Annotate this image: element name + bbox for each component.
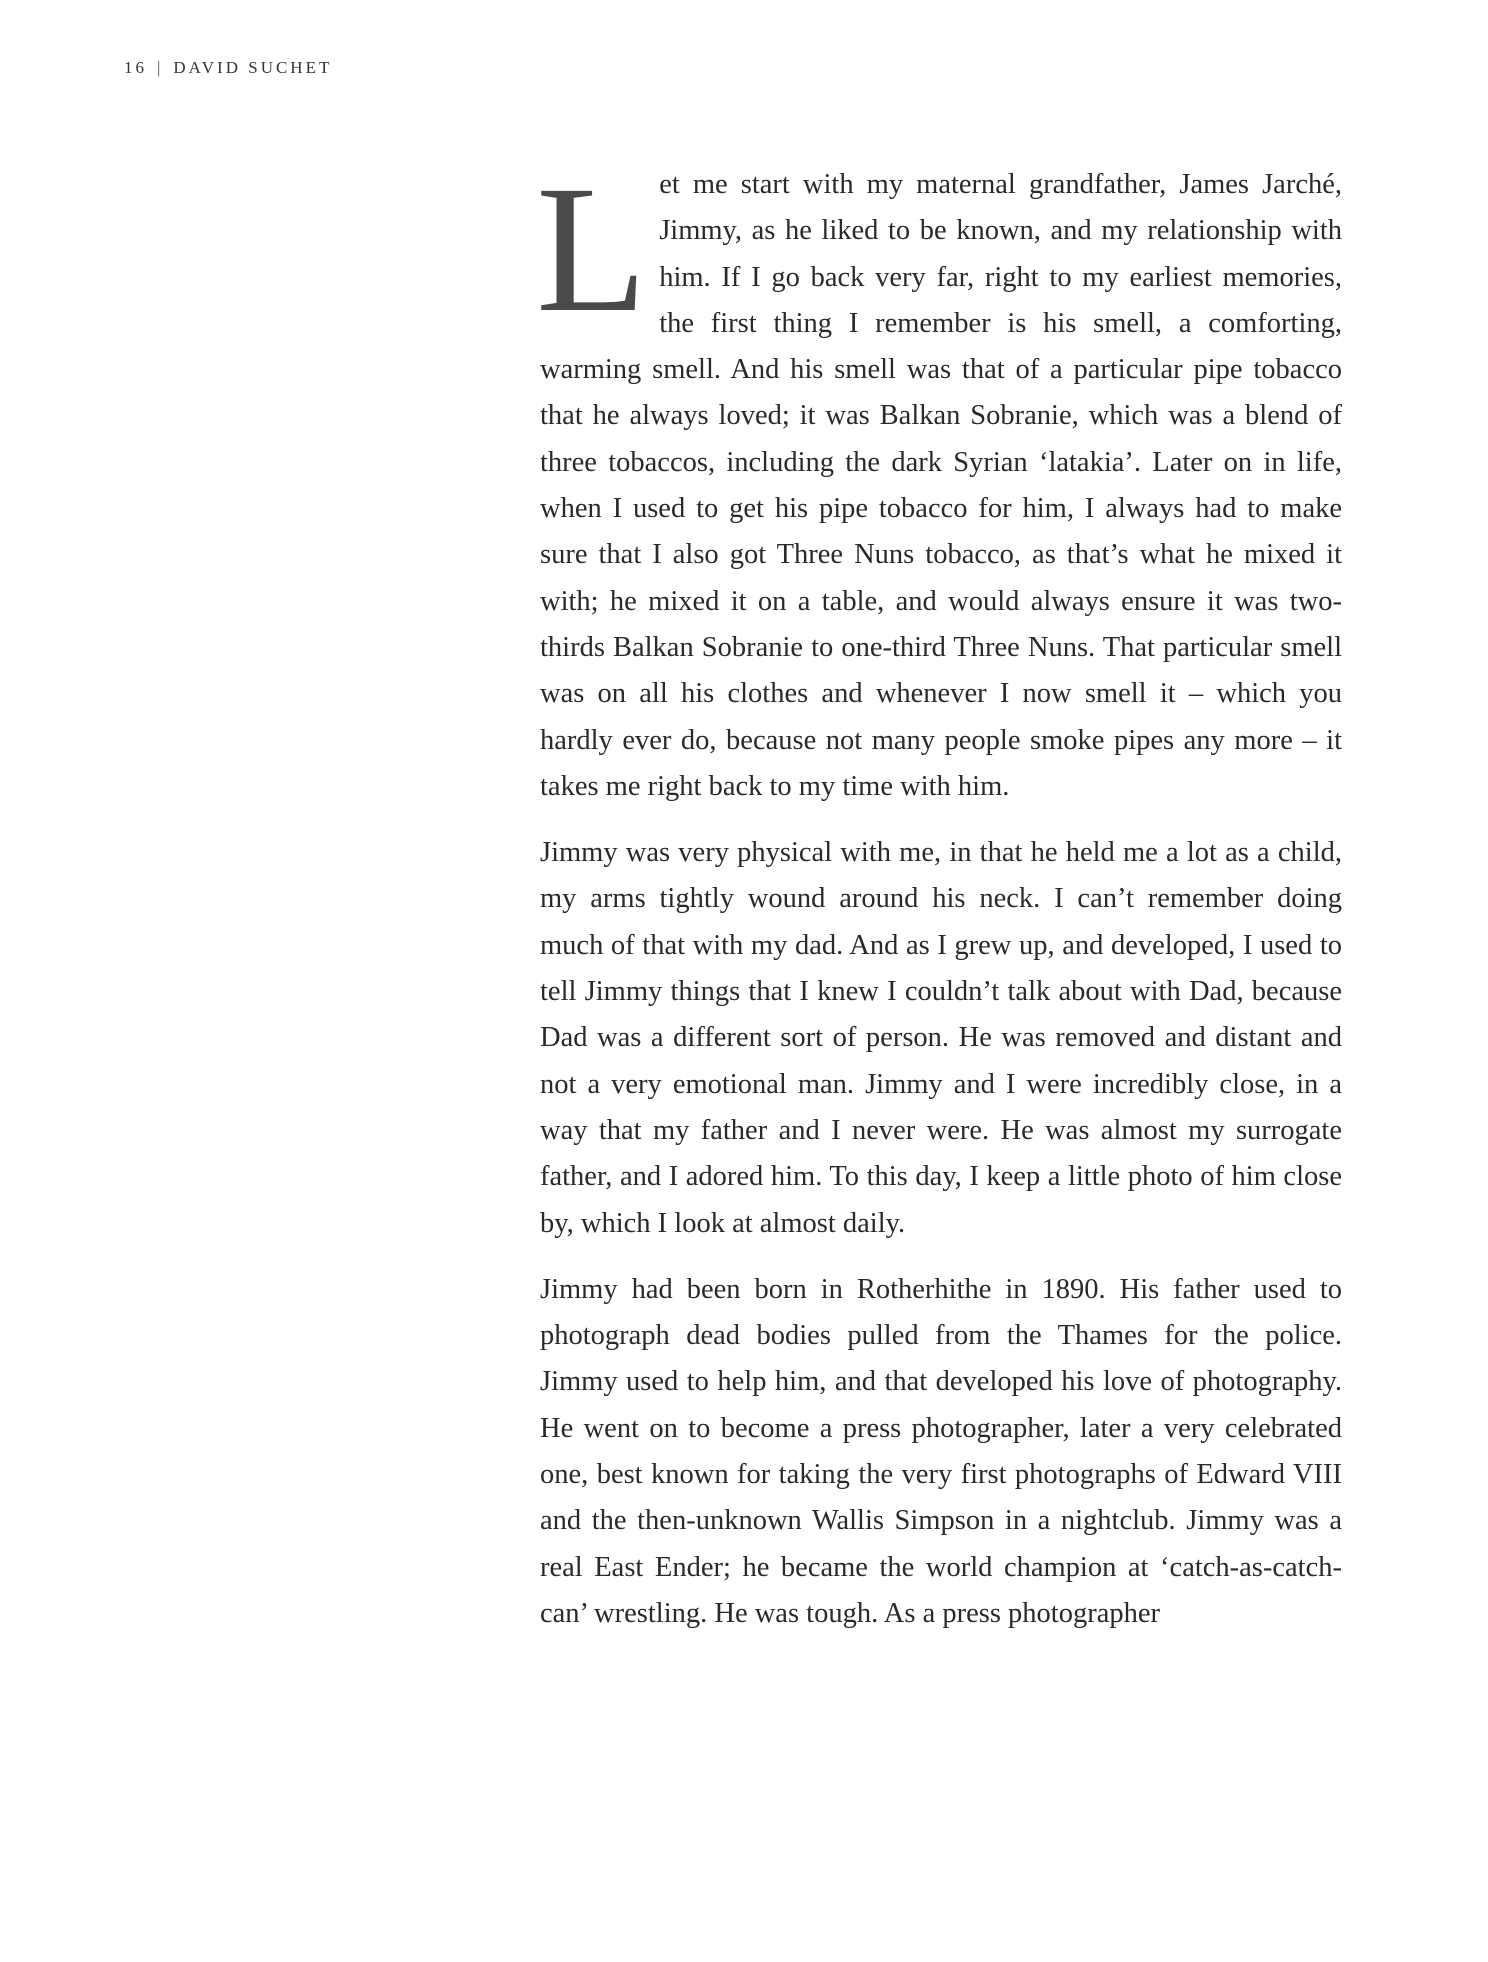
paragraph-3: Jimmy had been born in Rotherhithe in 1890. His father used to photograph dead bodies pulled from the Thames for the police. Jimmy used to help him, and that developed his love of photography. He went on to become a press photographer, later a very celebrated one, best known for taking the very first photographs of Edward VIII and the then-unknown Wallis Simpson in a nightclub. Jimmy was a real East Ender; he became the world champion at ‘catch-as-catch-can’ wrestling. He was tough. As a press photographer — [540, 1273, 1342, 1629]
running-header — [124, 58, 332, 78]
paragraph-1-text: et me start with my maternal grandfather, James Jarché, Jimmy, as he liked to be known, and my relationship with him. If I go back very far, right to my earliest memories, the first thing I remember is his smell, a comforting, warming smell. And his smell was that of a particular pipe tobacco that he always loved; it was Balkan Sobranie, which was a blend of three tobaccos, including the dark Syrian ‘latakia’. Later on in life, when I used to get his pipe tobacco for him, I always had to make sure that I also got Three Nuns tobacco, as that’s what he mixed it with; he mixed it on a table, and would always ensure it was two-thirds Balkan Sobranie to one-third Three Nuns. That particular smell was on all his clothes and whenever I now smell it – which you hardly ever do, because not many people smoke pipes any more – it takes me right back to my time with him. — [540, 169, 1342, 802]
body-text — [536, 149, 1342, 1637]
header-separator: | — [157, 58, 164, 77]
paragraph-2: Jimmy was very physical with me, in that he held me a lot as a child, my arms tightly wound around his neck. I can’t remember doing much of that with my dad. And as I grew up, and developed, I used to tell Jimmy things that I knew I couldn’t talk about with Dad, because Dad was a different sort of person. He was removed and distant and not a very emotional man. Jimmy and I were incredibly close, in a way that my father and I never were. He was almost my surrogate father, and I adored him. To this day, I keep a little photo of him close by, which I look at almost daily. — [540, 837, 1342, 1239]
drop-cap: L — [536, 149, 648, 350]
paragraph-1 — [536, 149, 1342, 810]
author-name: DAVID SUCHET — [173, 58, 333, 77]
page-number: 16 — [124, 58, 147, 77]
